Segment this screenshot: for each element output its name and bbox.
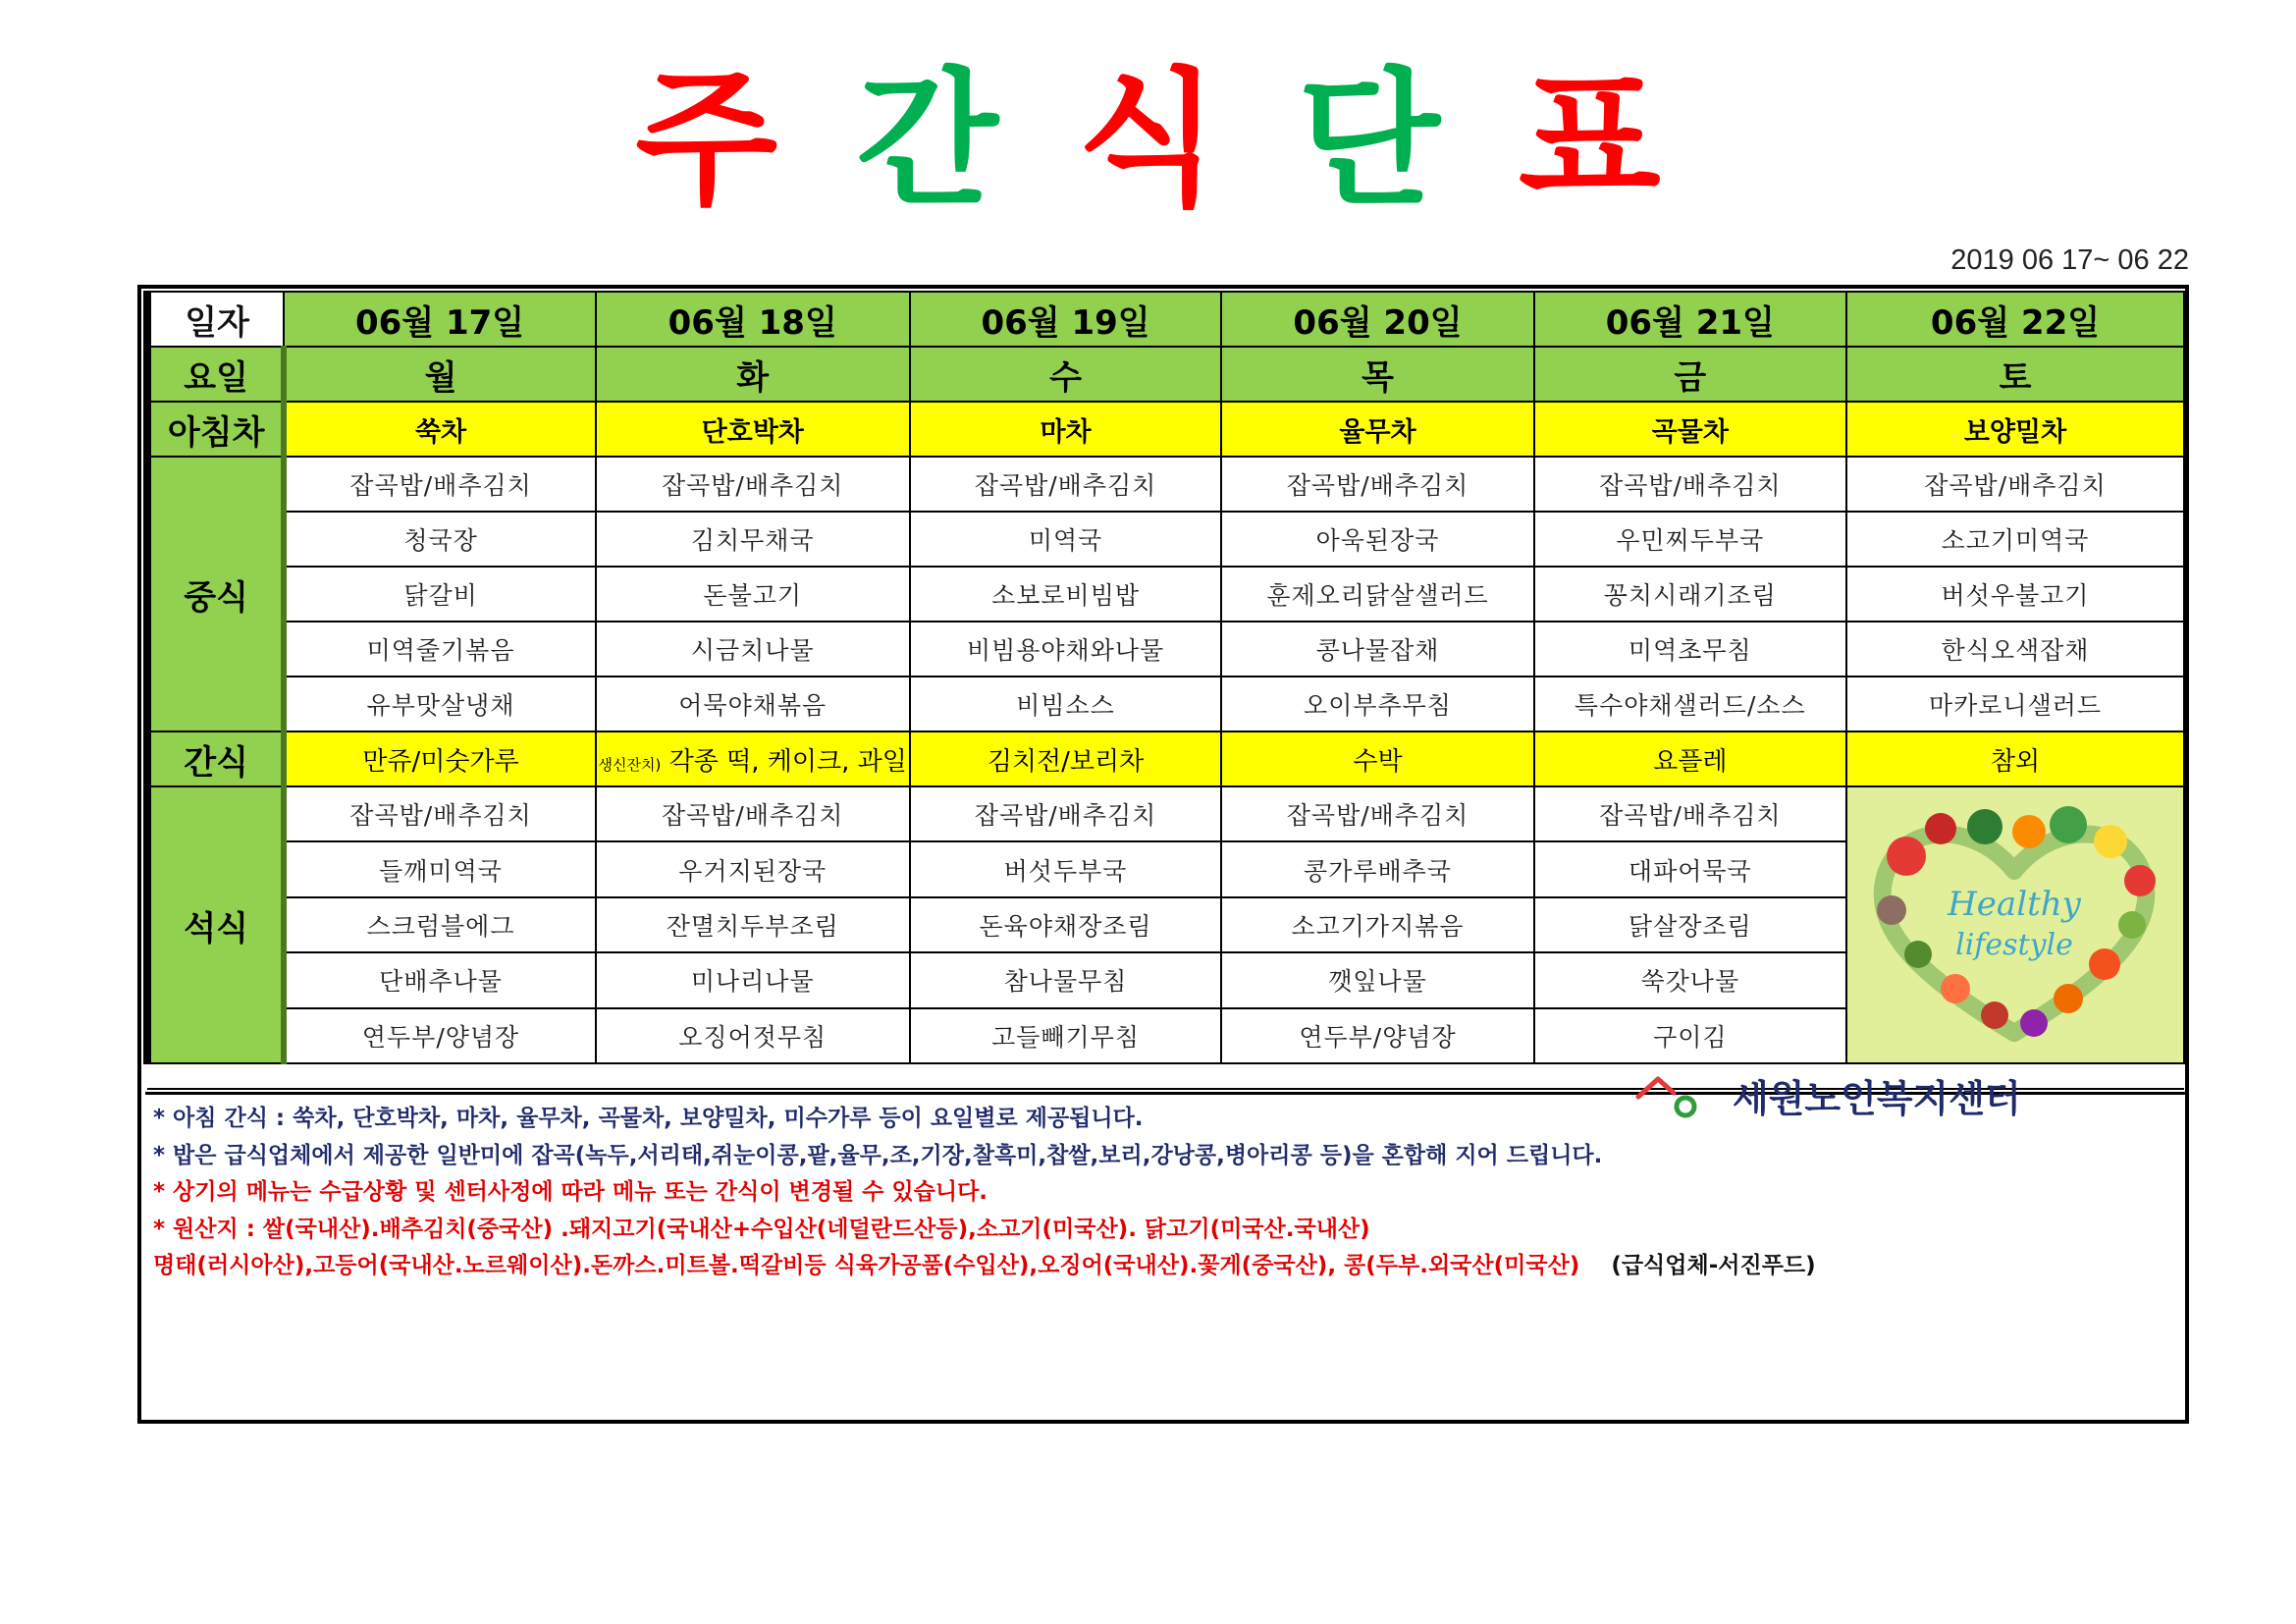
date-range: 2019 06 17~ 06 22 [1950,244,2189,276]
menu-cell: 우민찌두부국 [1534,512,1846,567]
menu-cell: 깻잎나물 [1221,952,1533,1007]
snack-cell: 수박 [1221,731,1533,786]
menu-cell: 미역줄기볶음 [284,622,595,677]
note-line: * 상기의 메뉴는 수급상황 및 센터사정에 따라 메뉴 또는 간식이 변경될 수 있습니다. [153,1179,988,1205]
center-name: 세원노인복지센터 [1733,1077,2021,1120]
menu-cell: 미역초무침 [1534,622,1846,677]
menu-cell: 고들빼기무침 [910,1008,1222,1063]
date-cell: 06월 19일 [910,292,1222,347]
menu-cell: 잡곡밥/배추김치 [1534,457,1846,512]
menu-cell: 잡곡밥/배추김치 [284,457,595,512]
weekday-row [147,347,2184,402]
menu-cell: 잡곡밥/배추김치 [596,786,910,841]
label-tea: 아침차 [147,402,284,457]
title-char: 주 [635,55,778,226]
date-cell: 06월 17일 [284,292,595,347]
menu-cell: 청국장 [284,512,595,567]
tea-cell: 곡물차 [1534,402,1846,457]
vegetable-heart-illustration [1847,787,2181,1062]
menu-cell: 비빔소스 [910,677,1222,731]
lunch-row [147,677,2184,731]
menu-cell: 미나리나물 [596,952,910,1007]
tea-row [147,402,2184,457]
menu-cell: 소고기미역국 [1846,512,2184,567]
weekday-cell: 토 [1846,347,2184,402]
weekday-cell: 목 [1221,347,1533,402]
tea-cell: 보양밀차 [1846,402,2184,457]
date-row [147,292,2184,347]
notes-section [145,1092,2185,1416]
snack-cell: 김치전/보리차 [910,731,1222,786]
title-char: 표 [1518,55,1661,226]
title-char: 식 [1077,55,1219,226]
menu-cell: 김치무채국 [596,512,910,567]
menu-cell: 콩가루배추국 [1221,841,1533,896]
snack-row [147,731,2184,786]
date-cell: 06월 18일 [596,292,910,347]
menu-cell: 돈육야채장조림 [910,897,1222,952]
menu-cell: 오이부추무침 [1221,677,1533,731]
menu-cell: 연두부/양념장 [284,1008,595,1063]
menu-cell: 잡곡밥/배추김치 [1221,786,1533,841]
menu-cell: 소보로비빔밥 [910,567,1222,622]
menu-cell: 잡곡밥/배추김치 [284,786,595,841]
menu-cell: 대파어묵국 [1534,841,1846,896]
date-cell: 06월 22일 [1846,292,2184,347]
picture-text-healthy: Healthy [1948,885,2081,924]
lunch-row [147,512,2184,567]
menu-cell: 잡곡밥/배추김치 [910,457,1222,512]
lunch-row [147,567,2184,622]
menu-table [143,291,2185,1090]
menu-cell: 미역국 [910,512,1222,567]
menu-cell: 우거지된장국 [596,841,910,896]
dinner-row [147,786,2184,841]
weekday-cell: 금 [1534,347,1846,402]
menu-cell: 특수야채샐러드/소스 [1534,677,1846,731]
note-line: * 원산지 : 쌀(국내산).배추김치(중국산) .돼지고기(국내산+수입산(네덜란드산등),소고기(미국산). 닭고기(미국산.국내산) [153,1216,1370,1242]
menu-cell: 꽁치시래기조림 [1534,567,1846,622]
menu-cell: 훈제오리닭살샐러드 [1221,567,1533,622]
menu-cell: 오징어젓무침 [596,1008,910,1063]
house-logo-icon [1634,1073,1703,1128]
picture-text-lifestyle: lifestyle [1955,928,2073,962]
snack-note: 생신잔치) [598,755,662,774]
note-line: * 밥은 급식업체에서 제공한 일반미에 잡곡(녹두,서리태,쥐눈이콩,팥,율무,조,기장,찰흑미,찹쌀,보리,강낭콩,병아리콩 등)을 혼합해 지어 드립니다. [153,1142,1603,1168]
menu-cell: 유부맛살냉채 [284,677,595,731]
menu-cell: 마카로니샐러드 [1846,677,2184,731]
menu-cell: 쑥갓나물 [1534,952,1846,1007]
menu-cell: 단배추나물 [284,952,595,1007]
menu-cell: 들깨미역국 [284,841,595,896]
menu-cell: 시금치나물 [596,622,910,677]
label-date: 일자 [147,292,284,347]
snack-cell: 참외 [1846,731,2184,786]
snack-main: 각종 떡, 케이크, 과일 [668,746,907,777]
tea-cell: 쑥차 [284,402,595,457]
label-lunch: 중식 [147,457,284,731]
tea-cell: 단호박차 [596,402,910,457]
lunch-row [147,622,2184,677]
snack-cell [596,731,910,786]
menu-cell: 잡곡밥/배추김치 [596,457,910,512]
menu-cell: 잡곡밥/배추김치 [1846,457,2184,512]
menu-cell: 구이김 [1534,1008,1846,1063]
menu-cell: 잡곡밥/배추김치 [1534,786,1846,841]
label-dinner: 석식 [147,786,284,1063]
menu-cell: 한식오색잡채 [1846,622,2184,677]
menu-cell: 소고기가지볶음 [1221,897,1533,952]
healthy-lifestyle-picture [1846,786,2184,1063]
weekday-cell: 화 [596,347,910,402]
menu-cell: 버섯두부국 [910,841,1222,896]
menu-cell: 연두부/양념장 [1221,1008,1533,1063]
tea-cell: 율무차 [1221,402,1533,457]
title-char: 간 [856,55,999,226]
title-char: 단 [1297,55,1440,226]
menu-cell: 버섯우불고기 [1846,567,2184,622]
date-cell: 06월 21일 [1534,292,1846,347]
menu-cell: 돈불고기 [596,567,910,622]
menu-cell: 어묵야채볶음 [596,677,910,731]
menu-cell: 비빔용야채와나물 [910,622,1222,677]
weekday-cell: 월 [284,347,595,402]
menu-cell: 스크럼블에그 [284,897,595,952]
page-title [0,57,2296,224]
menu-cell: 닭살장조림 [1534,897,1846,952]
weekday-cell: 수 [910,347,1222,402]
note-origin-text: 명태(러시아산),고등어(국내산.노르웨이산).돈까스.미트볼.떡갈비등 식육가공품(수입산),오징어(국내산).꽃게(중국산), 콩(두부.외국산(미국산) [153,1253,1580,1278]
menu-cell: 잡곡밥/배추김치 [910,786,1222,841]
label-weekday: 요일 [147,347,284,402]
menu-frame [137,285,2189,1424]
menu-cell: 콩나물잡채 [1221,622,1533,677]
menu-cell: 잔멸치두부조림 [596,897,910,952]
snack-cell: 요플레 [1534,731,1846,786]
menu-cell: 아욱된장국 [1221,512,1533,567]
center-logo [1634,1069,2047,1128]
menu-cell: 참나물무침 [910,952,1222,1007]
tea-cell: 마차 [910,402,1222,457]
date-cell: 06월 20일 [1221,292,1533,347]
snack-cell: 만쥬/미숫가루 [284,731,595,786]
lunch-row [147,457,2184,512]
note-supplier-text: (급식업체-서진푸드) [1611,1253,1816,1278]
note-line [153,1248,2177,1285]
label-snack: 간식 [147,731,284,786]
menu-cell: 잡곡밥/배추김치 [1221,457,1533,512]
menu-cell: 닭갈비 [284,567,595,622]
note-line: * 아침 간식 : 쑥차, 단호박차, 마차, 율무차, 곡물차, 보양밀차, 미수가루 등이 요일별로 제공됩니다. [153,1106,1144,1131]
